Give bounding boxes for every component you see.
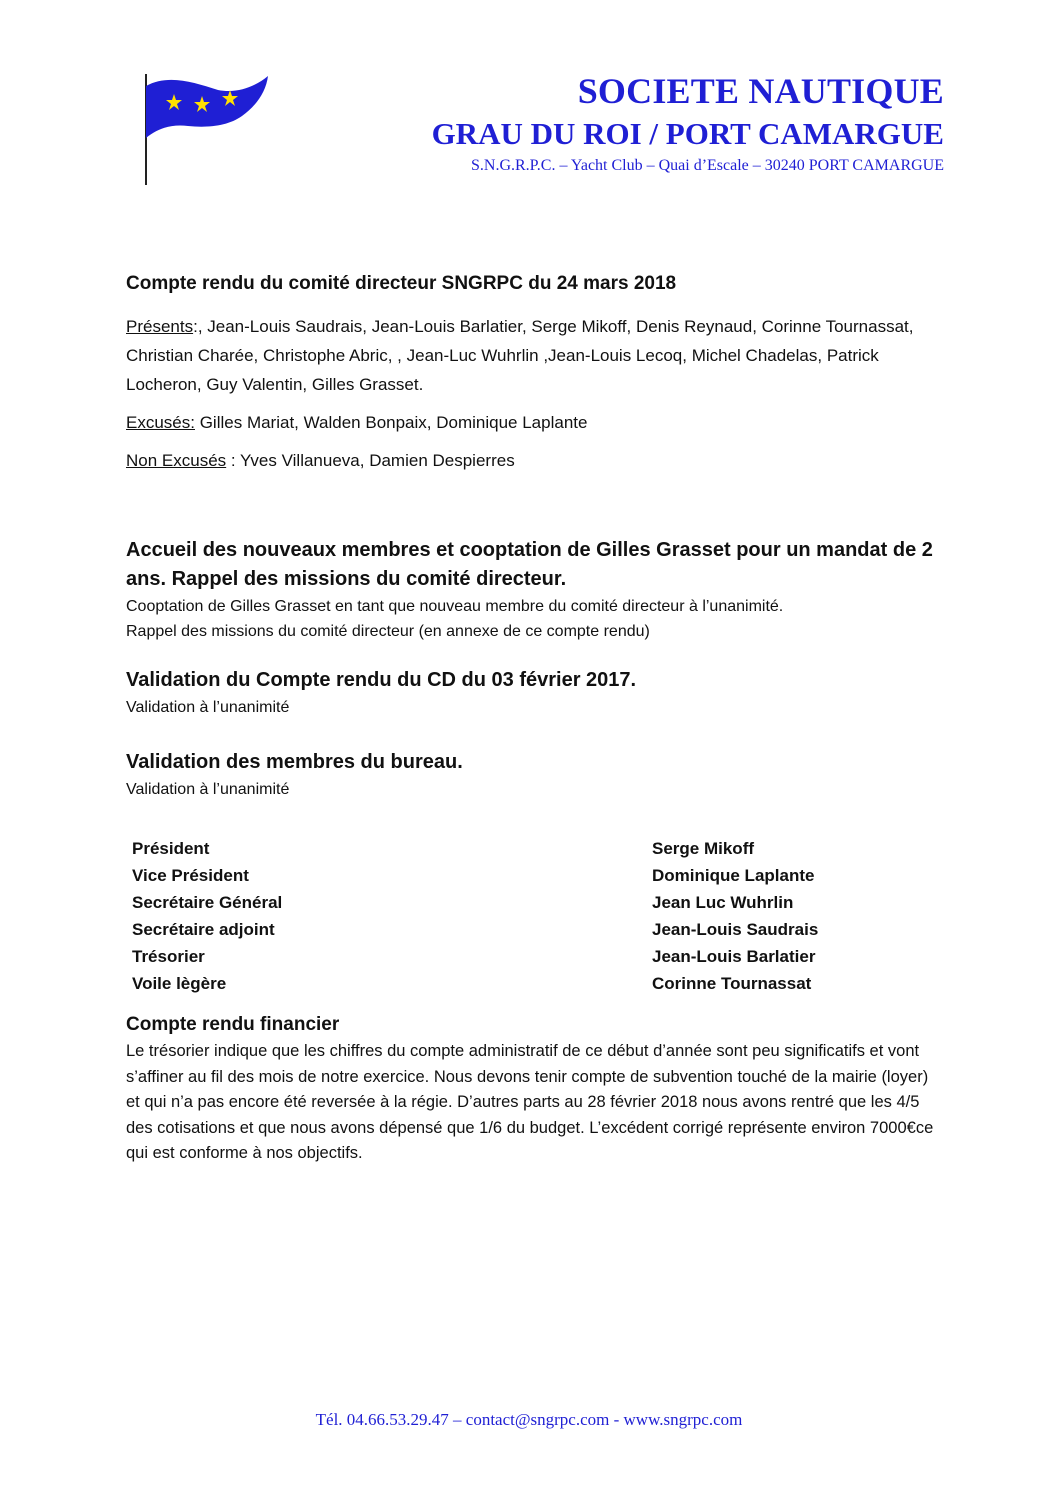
excuses-label: Excusés: [126, 413, 195, 432]
footer-contact: Tél. 04.66.53.29.47 – contact@sngrpc.com - www.sngrpc.com [315, 1410, 743, 1429]
bureau-role: Secrétaire adjoint [132, 920, 275, 939]
bureau-role: Trésorier [132, 947, 205, 966]
section2-text: Validation à l’unanimité [126, 699, 290, 716]
document-title: Compte rendu du comité directeur SNGRPC du 24 mars 2018 [126, 273, 677, 294]
bureau-role: Voile lègère [132, 974, 227, 993]
document-body [126, 270, 936, 1167]
bureau-name: Jean Luc Wuhrlin [652, 893, 794, 912]
section3-text: Validation à l’unanimité [126, 781, 290, 798]
org-address: S.N.G.R.P.C. – Yacht Club – Quai d’Escale – 30240 PORT CAMARGUE [471, 157, 944, 174]
bureau-row [132, 943, 932, 970]
excuses-text: Gilles Mariat, Walden Bonpaix, Dominique Laplante [194, 413, 588, 432]
bureau-name: Jean-Louis Saudrais [652, 920, 819, 939]
bureau-role: Vice Président [132, 866, 249, 885]
bureau-name: Serge Mikoff [652, 839, 755, 858]
section1-heading: Accueil des nouveaux membres et cooptation de Gilles Grasset pour un mandat de 2 ans. Rappel des missions du comité directeur. [126, 539, 933, 590]
flag-logo-icon [138, 72, 278, 187]
presents-paragraph [126, 312, 936, 399]
bureau-row [132, 835, 932, 862]
org-title-line1: SOCIETE NAUTIQUE [577, 71, 944, 111]
presents-text: :, Jean-Louis Saudrais, Jean-Louis Barlatier, Serge Mikoff, Denis Reynaud, Corinne Tournassat, Christian Charée, Christophe Abric, , Jean-Luc Wuhrlin ,Jean-Louis Lecoq, Michel Chadelas, Patrick Locheron, Guy Valentin, Gilles Grasset. [126, 317, 914, 394]
section4-text: Le trésorier indique que les chiffres du compte administratif de ce début d’année sont peu significatifs et vont s’affiner au fil des mois de notre exercice. Nous devons tenir compte de subvention touché de la mairie (loyer) et qui n’a pas encore été reversée à la régie. D’autres parts au 28 février 2018 nous avons rentré que les 4/5 des cotisations et que nous avons dépensé que 1/6 du budget. L’excédent corrigé représente environ 7000€ce qui est conforme à nos objectifs. [126, 1042, 934, 1162]
non-excuses-label: Non Excusés [126, 451, 227, 470]
org-title-line2: GRAU DU ROI / PORT CAMARGUE [431, 116, 944, 151]
bureau-row [132, 889, 932, 916]
bureau-name: Jean-Louis Barlatier [652, 947, 816, 966]
bureau-row [132, 862, 932, 889]
presents-label: Présents [126, 317, 194, 336]
non-excuses-text: : Yves Villanueva, Damien Despierres [226, 451, 515, 470]
section2-heading: Validation du Compte rendu du CD du 03 février 2017. [126, 669, 637, 691]
bureau-role: Secrétaire Général [132, 893, 283, 912]
section3-heading: Validation des membres du bureau. [126, 751, 463, 773]
bureau-role: Président [132, 839, 210, 858]
bureau-row [132, 970, 932, 997]
non-excuses-paragraph [126, 446, 936, 475]
bureau-row [132, 916, 932, 943]
bureau-table [132, 835, 932, 997]
excuses-paragraph [126, 408, 936, 437]
bureau-name: Dominique Laplante [652, 866, 815, 885]
section4-heading: Compte rendu financier [126, 1014, 340, 1035]
section1-line1: Cooptation de Gilles Grasset en tant que nouveau membre du comité directeur à l’unanimité. [126, 598, 784, 615]
bureau-name: Corinne Tournassat [652, 974, 812, 993]
letterhead [432, 70, 944, 176]
section1-line2: Rappel des missions du comité directeur (en annexe de ce compte rendu) [126, 623, 650, 640]
